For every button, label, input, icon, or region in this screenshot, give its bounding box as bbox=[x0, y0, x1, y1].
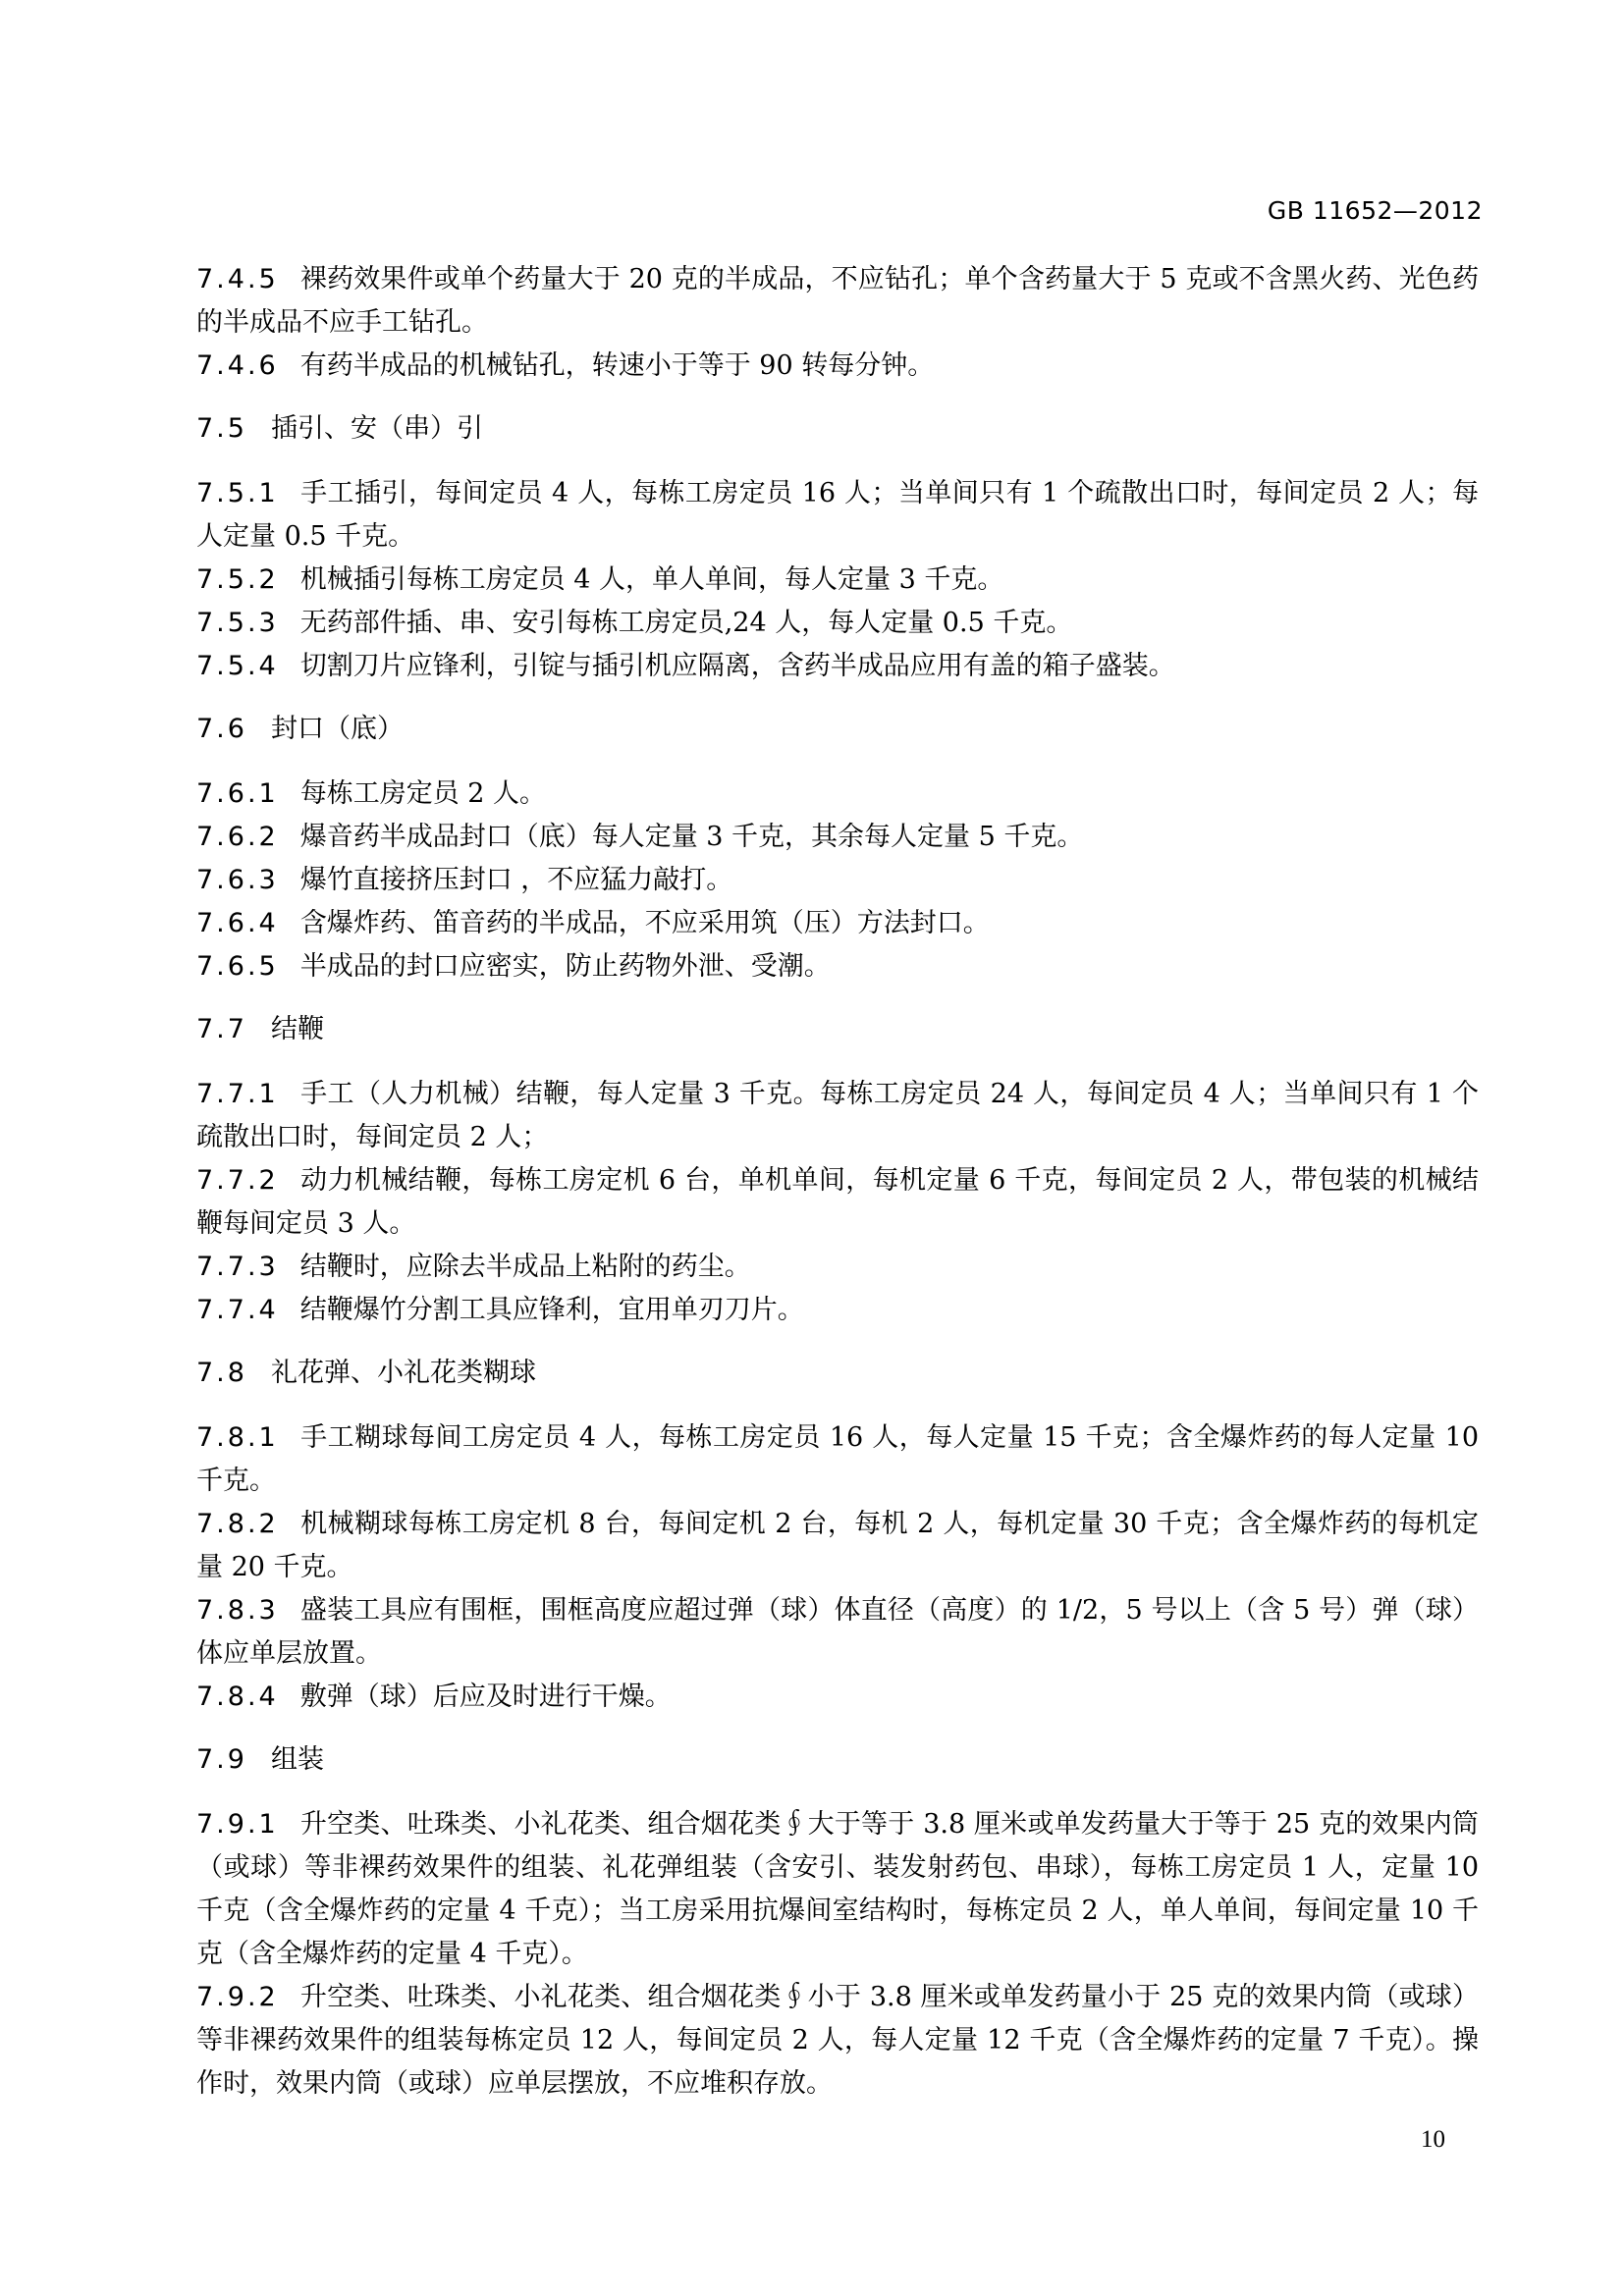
clause-number: 7.4.5 bbox=[196, 264, 279, 294]
clause-number: 7.9.2 bbox=[196, 1982, 279, 2012]
section-heading-7-8 bbox=[196, 1352, 1479, 1395]
clause-number: 7.6.2 bbox=[196, 822, 279, 852]
section-title: 结鞭 bbox=[270, 1014, 324, 1044]
clause-text: 结鞭爆竹分割工具应锋利，宜用单刃刀片。 bbox=[299, 1295, 804, 1325]
clause-7-7-1 bbox=[196, 1073, 1479, 1159]
clause-number: 7.7.4 bbox=[196, 1295, 279, 1325]
section-number: 7.9 bbox=[196, 1744, 247, 1775]
clause-text: 每栋工房定员 2 人。 bbox=[299, 778, 547, 809]
document-body bbox=[196, 258, 1479, 2106]
clause-7-4-5 bbox=[196, 258, 1479, 345]
clause-7-8-4 bbox=[196, 1676, 1479, 1719]
clause-number: 7.6.5 bbox=[196, 951, 279, 982]
clause-text: 手工糊球每间工房定员 4 人，每栋工房定员 16 人，每人定量 15 千克；含全爆炸药的每人定量 10 千克。 bbox=[196, 1422, 1479, 1496]
clause-number: 7.4.6 bbox=[196, 350, 279, 381]
clause-7-6-3 bbox=[196, 859, 1479, 902]
page-number: 10 bbox=[1421, 2126, 1445, 2153]
clause-7-5-3 bbox=[196, 602, 1479, 645]
clause-number: 7.7.2 bbox=[196, 1165, 279, 1196]
clause-7-6-4 bbox=[196, 902, 1479, 945]
clause-7-6-2 bbox=[196, 816, 1479, 859]
clause-text: 爆竹直接挤压封口 ，不应猛力敲打。 bbox=[299, 865, 733, 895]
clause-7-6-5 bbox=[196, 945, 1479, 988]
clause-text: 切割刀片应锋利，引锭与插引机应隔离，含药半成品应用有盖的箱子盛装。 bbox=[299, 651, 1175, 681]
clause-text: 半成品的封口应密实，防止药物外泄、受潮。 bbox=[299, 951, 831, 982]
clause-number: 7.8.4 bbox=[196, 1682, 279, 1712]
clause-number: 7.5.1 bbox=[196, 478, 279, 508]
clause-text: 有药半成品的机械钻孔，转速小于等于 90 转每分钟。 bbox=[299, 350, 935, 381]
clause-text: 含爆炸药、笛音药的半成品，不应采用筑（压）方法封口。 bbox=[299, 908, 990, 938]
clause-7-9-2 bbox=[196, 1976, 1479, 2106]
clause-text: 机械糊球每栋工房定机 8 台，每间定机 2 台，每机 2 人，每机定量 30 千克；含全爆炸药的每机定量 20 千克。 bbox=[196, 1509, 1479, 1582]
section-title: 插引、安（串）引 bbox=[270, 413, 483, 444]
clause-text: 结鞭时，应除去半成品上粘附的药尘。 bbox=[299, 1252, 751, 1282]
clause-text: 机械插引每栋工房定员 4 人，单人单间，每人定量 3 千克。 bbox=[299, 564, 1004, 595]
clause-7-6-1 bbox=[196, 773, 1479, 816]
clause-text: 敷弹（球）后应及时进行干燥。 bbox=[299, 1682, 672, 1712]
section-title: 礼花弹、小礼花类糊球 bbox=[270, 1358, 536, 1388]
section-heading-7-9 bbox=[196, 1738, 1479, 1782]
section-title: 组装 bbox=[270, 1744, 324, 1775]
clause-text: 升空类、吐珠类、小礼花类、组合烟花类∮小于 3.8 厘米或单发药量小于 25 克的效果内筒（或球）等非裸药效果件的组装每栋定员 12 人，每间定员 2 人，每人定量 12 千克（含全爆炸药的定量 7 千克）。操作时，效果内筒（或球）应单层摆放，不应堆积存放。 bbox=[196, 1982, 1479, 2099]
section-number: 7.7 bbox=[196, 1014, 247, 1044]
section-title: 封口（底） bbox=[270, 714, 404, 744]
section-heading-7-7 bbox=[196, 1008, 1479, 1051]
section-heading-7-5 bbox=[196, 407, 1479, 451]
clause-text: 手工（人力机械）结鞭，每人定量 3 千克。每栋工房定员 24 人，每间定员 4 人；当单间只有 1 个疏散出口时，每间定员 2 人； bbox=[196, 1079, 1479, 1152]
clause-7-7-3 bbox=[196, 1246, 1479, 1289]
document-code-header: GB 11652—2012 bbox=[1267, 196, 1483, 225]
clause-number: 7.9.1 bbox=[196, 1809, 279, 1840]
clause-7-8-3 bbox=[196, 1589, 1479, 1676]
clause-7-9-1 bbox=[196, 1803, 1479, 1976]
clause-7-4-6 bbox=[196, 345, 1479, 388]
clause-text: 手工插引，每间定员 4 人，每栋工房定员 16 人；当单间只有 1 个疏散出口时，每间定员 2 人；每人定量 0.5 千克。 bbox=[196, 478, 1479, 552]
section-number: 7.5 bbox=[196, 413, 247, 444]
clause-number: 7.5.3 bbox=[196, 608, 279, 638]
clause-7-8-1 bbox=[196, 1416, 1479, 1503]
section-number: 7.8 bbox=[196, 1358, 247, 1388]
section-heading-7-6 bbox=[196, 708, 1479, 751]
clause-number: 7.8.3 bbox=[196, 1595, 279, 1626]
clause-number: 7.5.4 bbox=[196, 651, 279, 681]
clause-text: 爆音药半成品封口（底）每人定量 3 千克，其余每人定量 5 千克。 bbox=[299, 822, 1084, 852]
clause-7-8-2 bbox=[196, 1503, 1479, 1589]
clause-7-7-4 bbox=[196, 1289, 1479, 1332]
clause-text: 盛装工具应有围框，围框高度应超过弹（球）体直径（高度）的 1/2，5 号以上（含 5 号）弹（球）体应单层放置。 bbox=[196, 1595, 1479, 1669]
clause-number: 7.7.1 bbox=[196, 1079, 279, 1109]
clause-number: 7.6.4 bbox=[196, 908, 279, 938]
clause-7-5-4 bbox=[196, 645, 1479, 688]
clause-number: 7.7.3 bbox=[196, 1252, 279, 1282]
clause-7-7-2 bbox=[196, 1159, 1479, 1246]
section-number: 7.6 bbox=[196, 714, 247, 744]
clause-text: 无药部件插、串、安引每栋工房定员,24 人，每人定量 0.5 千克。 bbox=[299, 608, 1073, 638]
clause-text: 升空类、吐珠类、小礼花类、组合烟花类∮大于等于 3.8 厘米或单发药量大于等于 25 克的效果内筒（或球）等非裸药效果件的组装、礼花弹组装（含安引、装发射药包、串球），每栋工房定员 1 人，定量 10 千克（含全爆炸药的定量 4 千克）；当工房采用抗爆间室结构时，每栋定员 2 人，单人单间，每间定量 10 千克（含全爆炸药的定量 4 千克）。 bbox=[196, 1809, 1479, 1969]
clause-number: 7.8.2 bbox=[196, 1509, 279, 1539]
clause-number: 7.6.1 bbox=[196, 778, 279, 809]
clause-text: 裸药效果件或单个药量大于 20 克的半成品，不应钻孔；单个含药量大于 5 克或不含黑火药、光色药的半成品不应手工钻孔。 bbox=[196, 264, 1479, 338]
clause-7-5-2 bbox=[196, 559, 1479, 602]
clause-number: 7.6.3 bbox=[196, 865, 279, 895]
clause-number: 7.5.2 bbox=[196, 564, 279, 595]
clause-text: 动力机械结鞭，每栋工房定机 6 台，单机单间，每机定量 6 千克，每间定员 2 人，带包装的机械结鞭每间定员 3 人。 bbox=[196, 1165, 1479, 1239]
clause-7-5-1 bbox=[196, 472, 1479, 559]
clause-number: 7.8.1 bbox=[196, 1422, 279, 1453]
